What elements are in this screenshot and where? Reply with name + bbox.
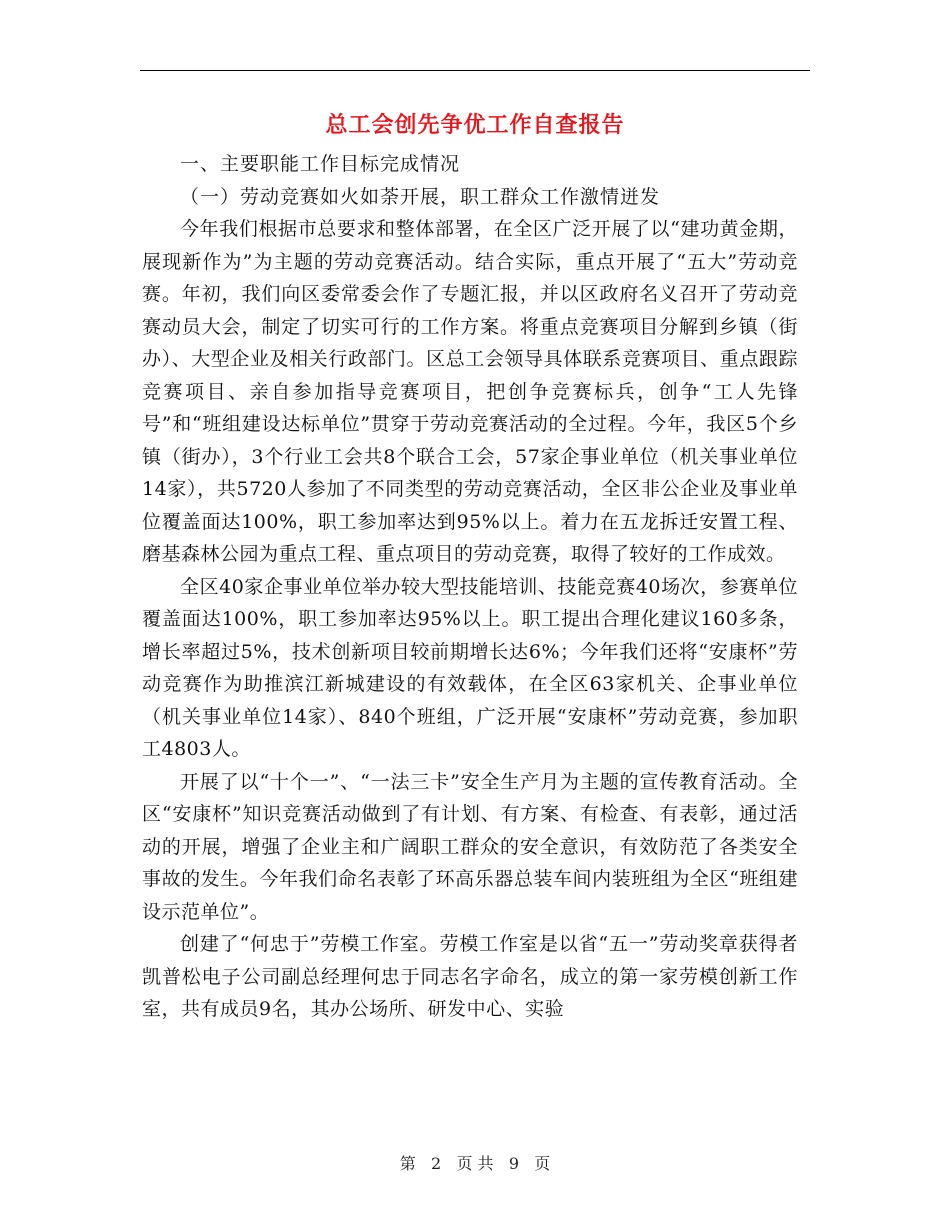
total-pages-number: 9 — [508, 1154, 520, 1173]
body-paragraph: 开展了以“十个一”、“一法三卡”安全生产月为主题的宣传教育活动。全区“安康杯”知识竞赛活动做到了有计划、有方案、有检查、有表彰，通过活动的开展，增强了企业主和广阔职工群众的安全意识，有效防范了各类安全事故的发生。今年我们命名表彰了环高乐器总装车间内装班组为全区“班组建设示范单位”。 — [142, 770, 798, 923]
footer-prefix: 第 — [399, 1154, 416, 1173]
header-rule — [140, 70, 810, 71]
body-paragraph: 全区40家企事业单位举办较大型技能培训、技能竞赛40场次，参赛单位覆盖面达100%，职工参加率达95%以上。职工提出合理化建议160多条，增长率超过5%，技术创新项目较前期增长达6%；今年我们还将“安康杯”劳动竞赛作为助推滨江新城建设的有效载体，在全区63家机关、企事业单位（机关事业单位14家）、840个班组，广泛开展“安康杯”劳动竞赛，参加职工4803人。 — [142, 575, 798, 760]
footer-middle: 页 共 — [456, 1154, 494, 1173]
body-paragraph: 创建了“何忠于”劳模工作室。劳模工作室是以省“五一”劳动奖章获得者凯普松电子公司副总经理何忠于同志名字命名，成立的第一家劳模创新工作室，共有成员9名，其办公场所、研发中心、实验 — [142, 933, 798, 1020]
subsection-heading: （一）劳动竞赛如火如荼开展，职工群众工作激情迸发 — [180, 185, 661, 208]
footer-suffix: 页 — [534, 1154, 551, 1173]
page-footer — [0, 1152, 950, 1176]
body-paragraph: 今年我们根据市总要求和整体部署，在全区广泛开展了以“建功黄金期，展现新作为”为主题的劳动竞赛活动。结合实际，重点开展了“五大”劳动竞赛。年初，我们向区委常委会作了专题汇报，并以区政府名义召开了劳动竞赛动员大会，制定了切实可行的工作方案。将重点竞赛项目分解到乡镇（街办）、大型企业及相关行政部门。区总工会领导具体联系竞赛项目、重点跟踪竞赛项目、亲自参加指导竞赛项目，把创争竞赛标兵，创争“工人先锋号”和“班组建设达标单位”贯穿于劳动竞赛活动的全过程。今年，我区5个乡镇（街办），3个行业工会共8个联合工会，57家企事业单位（机关事业单位14家），共5720人参加了不同类型的劳动竞赛活动，全区非公企业及事业单位覆盖面达100%，职工参加率达到95%以上。着力在五龙拆迁安置工程、磨基森林公园为重点工程、重点项目的劳动竞赛，取得了较好的工作成效。 — [142, 218, 798, 565]
section-heading: 一、主要职能工作目标完成情况 — [180, 153, 461, 175]
document-body — [142, 148, 798, 1026]
page-title: 总工会创先争优工作自查报告 — [325, 112, 625, 138]
current-page-number: 2 — [430, 1154, 442, 1173]
